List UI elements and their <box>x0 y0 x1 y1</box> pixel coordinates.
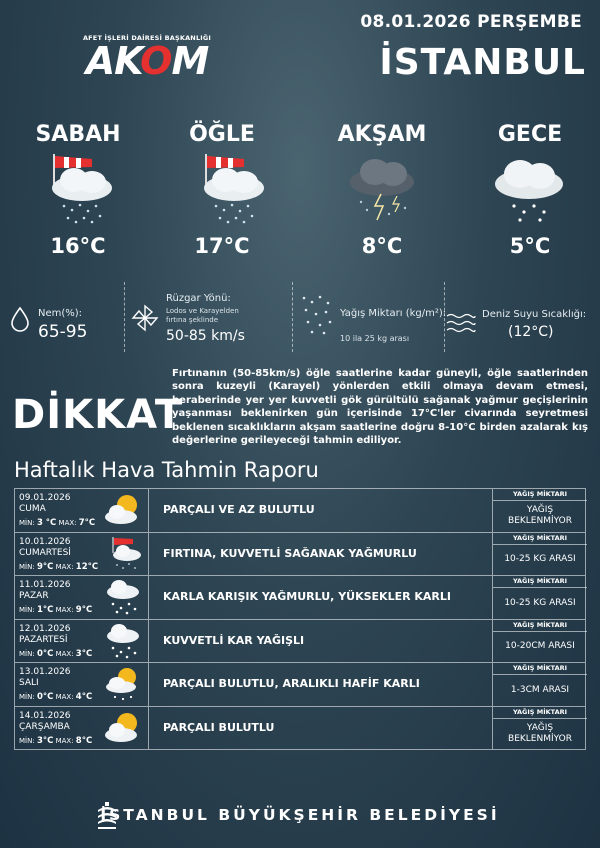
table-row <box>14 533 586 577</box>
row-day: CUMARTESİ <box>19 547 71 558</box>
period-evening-label: AKŞAM <box>337 122 427 147</box>
row-minmax <box>19 518 95 528</box>
row-day: PAZAR <box>19 591 49 601</box>
row-description: PARÇALI BULUTLU <box>163 720 275 734</box>
table-row <box>14 488 586 533</box>
day-cell <box>15 707 149 750</box>
logo-o: O <box>140 39 172 83</box>
max-label: MAX: <box>55 649 74 658</box>
min-label: MİN: <box>19 736 35 745</box>
row-description: PARÇALI BULUTLU, ARALIKLI HAFİF KARLI <box>163 677 420 690</box>
rain-amount-line-1: 10-25 KG ARASI <box>504 597 576 608</box>
day-cell <box>15 489 149 532</box>
period-evening-temp: 8°C <box>361 234 403 258</box>
max-temp: 4°C <box>75 692 93 702</box>
rain-amount-line-1: YAĞIŞ <box>526 505 554 515</box>
city-title: İSTANBUL <box>379 42 586 83</box>
divider <box>124 282 126 352</box>
weekly-title: Haftalık Hava Tahmin Raporu <box>14 458 319 482</box>
cloud-snow-icon <box>103 622 143 660</box>
rain-amount-line-1: YAĞIŞ <box>526 722 554 733</box>
period-night-label: GECE <box>497 122 563 147</box>
cloud-snow-icon <box>484 150 574 230</box>
max-label: MAX: <box>55 562 74 571</box>
table-row <box>14 663 586 707</box>
row-minmax <box>19 692 92 702</box>
day-cell <box>15 533 149 576</box>
storm-cloud-icon <box>337 150 427 230</box>
windsock-cloud-rain-icon <box>103 535 143 573</box>
row-day: CUMA <box>19 504 46 514</box>
rain-header: YAĞIŞ MİKTARI <box>493 620 587 632</box>
day-cell <box>15 620 149 663</box>
rain-drops-icon <box>298 292 334 336</box>
max-label: MAX: <box>55 693 74 701</box>
row-date: 13.01.2026 <box>19 667 71 677</box>
row-minmax <box>19 649 92 659</box>
rain-header: YAĞIŞ MİKTARI <box>493 576 587 588</box>
max-temp: 7°C <box>78 518 96 528</box>
logo-m: M <box>171 39 209 83</box>
sun-cloud-snow-icon <box>103 665 143 703</box>
min-label: MİN: <box>19 693 35 701</box>
row-description: PARÇALI VE AZ BULUTLU <box>163 503 315 516</box>
humidity-label: Nem(%): <box>38 308 83 319</box>
pinwheel-icon <box>130 303 160 333</box>
min-label: MİN: <box>19 519 35 527</box>
row-description: KUVVETLİ KAR YAĞIŞLI <box>163 633 305 647</box>
row-date: 10.01.2026 <box>19 536 71 547</box>
row-minmax <box>19 605 92 615</box>
rain-header: YAĞIŞ MİKTARI <box>493 663 587 675</box>
rain-amount <box>493 632 587 662</box>
warning-title: DİKKAT <box>12 392 184 438</box>
table-row <box>14 707 586 751</box>
sun-cloud-icon <box>103 709 143 747</box>
period-night-temp: 5°C <box>509 234 551 258</box>
row-day: SALI <box>19 678 39 688</box>
period-noon-label: ÖĞLE <box>189 122 255 147</box>
rain-amount <box>493 719 587 749</box>
sun-cloud-icon <box>103 491 143 529</box>
table-row <box>14 576 586 620</box>
windsock-cloud-rain-icon <box>186 150 276 230</box>
day-cell <box>15 663 149 706</box>
wind-value: 50-85 km/s <box>166 328 245 344</box>
min-temp: 0°C <box>36 692 54 702</box>
warning-text: Fırtınanın (50-85km/s) öğle saatlerine kadar güneyli, öğle saatlerinden sonra kuzeyli (Karayel) yönlerden etkili olmaya devam etmesi, beraberinde yer yer kuvvetli gök gürültülü sağanak yağmur geçişlerinin yaşanması beklenirken gün içerisinde 17°C'ler civarında seyretmesi beklenen sıcaklıkların akşam saatlerine doğru 8-10°C birden azalarak kış değerlerine gerileyeceği tahmin ediliyor. <box>172 368 588 447</box>
akom-logo <box>82 34 212 83</box>
table-row <box>14 620 586 664</box>
rain-value: 10 ila 25 kg arası <box>340 334 410 343</box>
max-label: MAX: <box>55 736 74 745</box>
min-label: MİN: <box>19 649 35 658</box>
logo-subtitle: AFET İŞLERİ DAİRESİ BAŞKANLIĞI <box>82 34 212 42</box>
row-description: KARLA KARIŞIK YAĞMURLU, YÜKSEKLER KARLI <box>163 590 452 603</box>
min-label: MİN: <box>19 606 35 614</box>
rain-amount-line-2: BEKLENMİYOR <box>508 516 572 526</box>
min-temp: 9°C <box>36 561 54 572</box>
row-day: ÇARŞAMBA <box>19 721 70 732</box>
rain-header: YAĞIŞ MİKTARI <box>493 707 587 719</box>
rain-label: Yağış Miktarı (kg/m²): <box>340 308 447 319</box>
sea-temp-label: Deniz Suyu Sıcaklığı: <box>482 309 587 320</box>
period-morning-label: SABAH <box>35 122 121 147</box>
max-label: MAX: <box>58 519 77 527</box>
report-date: 08.01.2026 PERŞEMBE <box>360 12 582 32</box>
min-label: MİN: <box>19 562 35 571</box>
row-date: 11.01.2026 <box>19 580 71 590</box>
humidity-drop-icon <box>10 306 30 332</box>
sea-temp-value: (12°C) <box>508 324 554 340</box>
min-temp: 0°C <box>36 648 54 659</box>
max-label: MAX: <box>55 606 74 614</box>
rain-amount <box>493 545 587 575</box>
rain-header: YAĞIŞ MİKTARI <box>493 533 587 545</box>
row-description: FIRTINA, KUVVETLİ SAĞANAK YAĞMURLU <box>163 546 417 560</box>
row-date: 14.01.2026 <box>19 710 71 721</box>
logo-wordmark <box>82 39 212 83</box>
humidity-value: 65-95 <box>38 322 88 342</box>
cloud-sleet-icon <box>103 578 143 616</box>
sea-waves-icon <box>446 312 476 334</box>
rain-amount <box>493 501 587 531</box>
max-temp: 9°C <box>75 605 93 615</box>
rain-amount-line-2: BEKLENMİYOR <box>508 733 572 744</box>
rain-amount-line-1: 10-20CM ARASI <box>505 641 575 651</box>
min-temp: 1°C <box>36 605 54 615</box>
max-temp: 12°C <box>75 561 99 572</box>
wind-note-2: fırtına şeklinde <box>166 316 219 324</box>
max-temp: 3°C <box>75 648 93 659</box>
rain-header: YAĞIŞ MİKTARI <box>493 489 587 501</box>
row-date: 09.01.2026 <box>19 493 71 503</box>
row-date: 12.01.2026 <box>19 623 71 634</box>
rain-amount-line-1: 1-3CM ARASI <box>510 684 570 695</box>
day-cell <box>15 576 149 619</box>
wind-label: Rüzgar Yönü: <box>166 293 231 304</box>
rain-amount <box>493 675 587 705</box>
logo-ak: AK <box>85 39 141 83</box>
min-temp: 3 °C <box>36 518 57 528</box>
row-minmax <box>19 562 98 572</box>
wind-note-1: Lodos ve Karayelden <box>166 307 239 315</box>
period-noon-temp: 17°C <box>194 234 250 258</box>
row-minmax <box>19 736 92 746</box>
min-temp: 3°C <box>36 735 54 746</box>
divider <box>292 282 294 352</box>
weekly-table <box>14 488 586 750</box>
footer-municipality: İSTANBUL BÜYÜKŞEHİR BELEDİYESİ <box>100 806 500 824</box>
windsock-cloud-rain-icon <box>34 150 124 230</box>
period-morning-temp: 16°C <box>50 234 106 258</box>
max-temp: 8°C <box>75 735 93 746</box>
rain-amount-line-1: 10-25 KG ARASI <box>504 554 576 564</box>
row-day: PAZARTESİ <box>19 634 68 645</box>
rain-amount <box>493 588 587 618</box>
